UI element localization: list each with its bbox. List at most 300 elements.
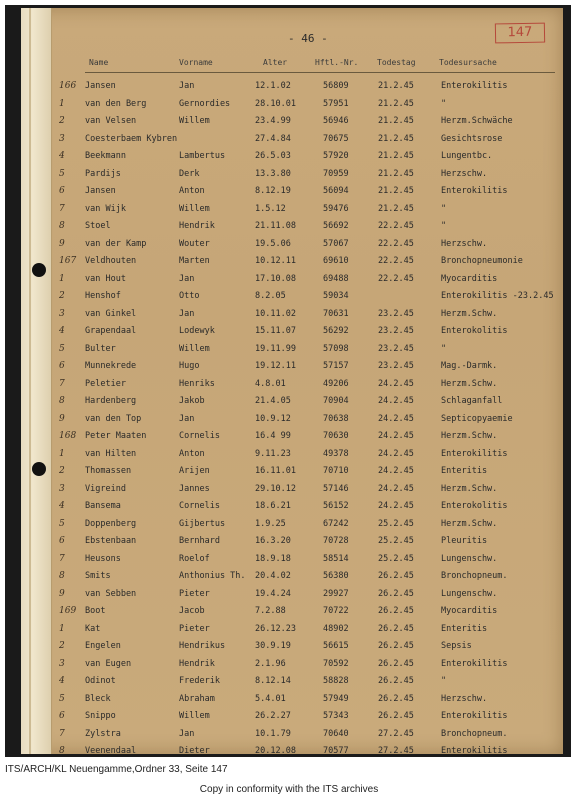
table-row [33,725,563,743]
table-row [33,182,563,200]
header-name: Name [89,58,109,67]
row-birth-date: 21.11.08 [255,221,296,231]
row-surname: Veenendaal [85,746,137,756]
row-cause: Herzschw. [441,168,488,179]
table-row [33,375,563,393]
row-cause: Herzm.Schw. [441,483,498,494]
row-birth-date: 8.2.05 [255,291,286,301]
row-death-date: 24.2.45 [378,378,414,389]
row-cause: Septicopyaemie [441,413,513,424]
row-prisoner-number: 56946 [323,116,349,126]
row-surname: van Eugen [85,658,132,669]
row-first-name: Willem [179,116,210,126]
row-cause: Enterokilitis [441,448,508,459]
row-first-name: Lambertus [179,151,226,161]
row-death-date: 26.2.45 [378,658,414,669]
archive-reference: ITS/ARCH/KL Neuengamme,Ordner 33, Seite 147 [5,764,228,775]
row-number: 6 [59,711,65,721]
row-prisoner-number: 56615 [323,641,349,651]
row-number: 7 [59,553,65,564]
row-birth-date: 16.3.20 [255,536,291,546]
row-birth-date: 26.5.03 [255,151,291,161]
row-prisoner-number: 70640 [323,728,349,739]
row-birth-date: 5.4.01 [255,693,286,704]
table-row [33,690,563,708]
table-row [33,270,563,288]
row-prisoner-number: 56292 [323,326,349,336]
row-surname: van Hilten [85,448,137,459]
row-surname: Stoel [85,221,111,231]
row-cause: Pleuritis [441,536,488,546]
row-surname: van Sebben [85,588,137,599]
row-cause: Enteritis [441,623,488,634]
row-first-name: Anton [179,186,205,196]
punch-hole-top [32,263,46,277]
table-row [33,445,563,463]
row-death-date: 26.2.45 [378,711,414,721]
punch-hole-bottom [32,462,46,476]
table-row [33,620,563,638]
row-death-date: 27.2.45 [378,746,414,756]
table-row [33,147,563,165]
archive-number-stamp: 147 [495,23,545,44]
table-row [33,462,563,480]
row-surname: Doppenberg [85,518,137,529]
row-number: 1 [59,273,65,284]
table-row [33,130,563,148]
row-birth-date: 1.9.25 [255,518,286,529]
table-row [33,480,563,498]
row-number: 3 [59,133,65,144]
row-first-name: Cornelis [179,501,220,511]
row-prisoner-number: 70631 [323,308,349,319]
row-birth-date: 26.2.27 [255,711,291,721]
row-prisoner-number: 70722 [323,606,349,616]
row-prisoner-number: 59034 [323,291,349,301]
row-first-name: Lodewyk [179,326,215,336]
row-number: 9 [59,588,65,599]
row-prisoner-number: 70577 [323,746,349,756]
row-number: 2 [59,466,65,476]
row-number: 3 [59,483,65,494]
table-row [33,392,563,410]
row-number: 7 [59,203,65,214]
row-death-date: 21.2.45 [378,81,414,91]
row-death-date: 26.2.45 [378,571,414,581]
row-cause: Mag.-Darmk. [441,361,498,371]
row-birth-date: 28.10.01 [255,98,296,109]
row-prisoner-number: 70959 [323,168,349,179]
table-row [33,637,563,655]
row-first-name: Jacob [179,606,205,616]
table-row [33,200,563,218]
row-prisoner-number: 56692 [323,221,349,231]
row-cause: Enterokilitis [441,658,508,669]
row-first-name: Marten [179,256,210,266]
row-first-name: Pieter [179,588,210,599]
row-death-date: 22.2.45 [378,238,414,249]
table-row [33,322,563,340]
row-number: 6 [59,361,65,371]
row-birth-date: 1.5.12 [255,203,286,214]
death-register-table [33,8,563,754]
row-number: 5 [59,518,65,529]
row-death-date: 22.2.45 [378,221,414,231]
row-death-date: 21.2.45 [378,186,414,196]
row-death-date: 26.2.45 [378,606,414,616]
row-birth-date: 12.1.02 [255,81,291,91]
row-death-date: 26.2.45 [378,693,414,704]
row-cause: Herzm.Schw. [441,431,498,441]
row-first-name: Jakob [179,396,205,406]
row-first-name: Wouter [179,238,210,249]
row-surname: Munnekrede [85,361,137,371]
row-number: 3 [59,308,65,319]
row-prisoner-number: 57157 [323,361,349,371]
row-first-name: Anthonius Th. [179,571,246,581]
row-death-date: 21.2.45 [378,133,414,144]
row-number: 9 [59,413,65,424]
row-death-date: 21.2.45 [378,203,414,214]
row-first-name: Gernordies [179,98,231,109]
row-number: 8 [59,221,65,231]
row-death-date: 25.2.45 [378,553,414,564]
row-birth-date: 7.2.88 [255,606,286,616]
copy-note: Copy in conformity with the ITS archives [199,784,379,795]
row-death-date: 24.2.45 [378,448,414,459]
row-prisoner-number: 49206 [323,378,349,389]
row-prisoner-number: 69610 [323,256,349,266]
row-birth-date: 4.8.01 [255,378,286,389]
row-prisoner-number: 56380 [323,571,349,581]
row-cause: " [441,98,447,109]
row-number: 167 [59,256,77,266]
row-birth-date: 2.1.96 [255,658,286,669]
row-first-name: Frederik [179,676,220,686]
row-death-date: 25.2.45 [378,518,414,529]
header-death-date: Todestag [377,58,416,67]
row-prisoner-number: 57343 [323,711,349,721]
row-birth-date: 20.12.08 [255,746,296,756]
row-death-date: 21.2.45 [378,98,414,109]
row-cause: Herzschw. [441,693,488,704]
row-surname: Ebstenbaan [85,536,137,546]
row-birth-date: 30.9.19 [255,641,291,651]
row-number: 2 [59,116,65,126]
row-number: 1 [59,448,65,459]
row-death-date: 24.2.45 [378,501,414,511]
row-birth-date: 16.4 99 [255,431,291,441]
row-first-name: Hendrik [179,221,215,231]
row-cause: Enterokilitis [441,81,508,91]
row-death-date: 21.2.45 [378,151,414,161]
row-prisoner-number: 48902 [323,623,349,634]
row-cause: " [441,203,447,214]
row-surname: Bleck [85,693,111,704]
row-birth-date: 8.12.19 [255,186,291,196]
table-row [33,112,563,130]
row-surname: Hardenberg [85,396,137,406]
row-birth-date: 19.12.11 [255,361,296,371]
row-prisoner-number: 57146 [323,483,349,494]
row-prisoner-number: 70592 [323,658,349,669]
row-surname: van Hout [85,273,126,284]
row-death-date: 22.2.45 [378,256,414,266]
table-row [33,515,563,533]
row-first-name: Jan [179,273,195,284]
row-first-name: Anton [179,448,205,459]
row-cause: Bronchopneum. [441,571,508,581]
row-first-name: Bernhard [179,536,220,546]
row-number: 5 [59,343,65,354]
row-number: 169 [59,606,77,616]
table-row [33,655,563,673]
row-surname: Thomassen [85,466,132,476]
row-surname: van Velsen [85,116,137,126]
page-number: - 46 - [288,32,328,45]
row-prisoner-number: 70630 [323,431,349,441]
row-surname: Engelen [85,641,121,651]
row-cause: " [441,343,447,354]
row-death-date: 26.2.45 [378,588,414,599]
row-surname: Peletier [85,378,126,389]
table-row [33,497,563,515]
row-cause: Myocarditis [441,606,498,616]
row-first-name: Roelof [179,553,210,564]
document-sheet [33,8,563,754]
row-birth-date: 16.11.01 [255,466,296,476]
row-surname: Jansen [85,81,116,91]
row-first-name: Willem [179,343,210,354]
row-cause: Schlaganfall [441,396,503,406]
row-first-name: Willem [179,203,210,214]
row-birth-date: 29.10.12 [255,483,296,494]
row-cause: Enterokilitis [441,711,508,721]
row-number: 1 [59,623,65,634]
row-prisoner-number: 49378 [323,448,349,459]
row-death-date: 23.2.45 [378,326,414,336]
row-death-date: 24.2.45 [378,466,414,476]
row-number: 168 [59,431,77,441]
row-birth-date: 19.11.99 [255,343,296,354]
row-prisoner-number: 70675 [323,133,349,144]
row-surname: Snippo [85,711,116,721]
row-number: 6 [59,536,65,546]
row-prisoner-number: 56809 [323,81,349,91]
row-surname: Boot [85,606,106,616]
row-birth-date: 13.3.80 [255,168,291,179]
row-birth-date: 10.12.11 [255,256,296,266]
row-cause: Enterokilitis -23.2.45 [441,291,554,301]
row-number: 3 [59,658,65,669]
row-surname: van der Kamp [85,238,147,249]
row-birth-date: 23.4.99 [255,116,291,126]
row-death-date: 26.2.45 [378,623,414,634]
table-row [33,235,563,253]
row-cause: Enterokilitis [441,746,508,756]
row-number: 4 [59,501,65,511]
table-row [33,742,563,760]
row-surname: Veldhouten [85,256,137,266]
row-surname: Smits [85,571,111,581]
table-row [33,252,563,270]
row-prisoner-number: 70710 [323,466,349,476]
row-prisoner-number: 57949 [323,693,349,704]
table-row [33,95,563,113]
row-death-date: 24.2.45 [378,483,414,494]
row-surname: Kat [85,623,101,634]
row-birth-date: 10.9.12 [255,413,291,424]
row-surname: Henshof [85,291,121,301]
row-number: 4 [59,151,65,161]
table-row [33,77,563,95]
row-death-date: 27.2.45 [378,728,414,739]
table-row [33,217,563,235]
row-first-name: Dieter [179,746,210,756]
binding-fold [29,8,31,754]
row-number: 4 [59,676,65,686]
scanned-page [5,5,571,757]
row-prisoner-number: 57067 [323,238,349,249]
table-row [33,427,563,445]
row-cause: " [441,221,447,231]
row-cause: Enterokilitis [441,186,508,196]
row-surname: Bansema [85,501,121,511]
row-number: 5 [59,168,65,179]
row-first-name: Otto [179,291,200,301]
row-birth-date: 18.6.21 [255,501,291,511]
row-number: 7 [59,378,65,389]
row-birth-date: 26.12.23 [255,623,296,634]
row-death-date: 24.2.45 [378,413,414,424]
row-cause: Myocarditis [441,273,498,284]
row-first-name: Jan [179,728,195,739]
row-surname: van Ginkel [85,308,137,319]
row-surname: Zylstra [85,728,121,739]
row-birth-date: 19.5.06 [255,238,291,249]
row-number: 8 [59,571,65,581]
row-number: 9 [59,238,65,249]
row-first-name: Arijen [179,466,210,476]
table-row [33,707,563,725]
row-surname: van den Berg [85,98,147,109]
row-number: 2 [59,291,65,301]
row-first-name: Hugo [179,361,200,371]
row-death-date: 23.2.45 [378,361,414,371]
row-cause: Lungentbc. [441,151,493,161]
row-prisoner-number: 69488 [323,273,349,284]
table-row [33,357,563,375]
row-cause: Gesichtsrose [441,133,503,144]
row-cause: " [441,676,447,686]
table-row [33,602,563,620]
row-number: 6 [59,186,65,196]
row-prisoner-number: 70728 [323,536,349,546]
row-number: 8 [59,746,65,756]
row-surname: Pardijs [85,168,121,179]
row-cause: Sepsis [441,641,472,651]
row-prisoner-number: 29927 [323,588,349,599]
row-birth-date: 17.10.08 [255,273,296,284]
row-surname: Coesterbaem Kybren [85,133,178,144]
table-row [33,165,563,183]
table-row [33,585,563,603]
row-surname: van den Top [85,413,142,424]
header-cause: Todesursache [439,58,497,67]
row-cause: Herzschw. [441,238,488,249]
row-surname: Beekmann [85,151,126,161]
row-cause: Herzm.Schw. [441,518,498,529]
table-row [33,287,563,305]
row-birth-date: 10.1.79 [255,728,291,739]
row-cause: Herzm.Schw. [441,308,498,319]
row-number: 7 [59,728,65,739]
row-birth-date: 8.12.14 [255,676,291,686]
row-first-name: Hendrik [179,658,215,669]
row-cause: Enteritis [441,466,488,476]
table-row [33,550,563,568]
row-prisoner-number: 58828 [323,676,349,686]
row-prisoner-number: 56094 [323,186,349,196]
row-death-date: 24.2.45 [378,396,414,406]
row-death-date: 24.2.45 [378,431,414,441]
row-number: 4 [59,326,65,336]
row-number: 8 [59,396,65,406]
row-first-name: Jan [179,413,195,424]
row-prisoner-number: 56152 [323,501,349,511]
row-surname: Bulter [85,343,116,354]
row-prisoner-number: 57098 [323,343,349,354]
row-cause: Bronchopneumonie [441,256,523,266]
row-death-date: 26.2.45 [378,676,414,686]
row-birth-date: 10.11.02 [255,308,296,319]
row-surname: van Wijk [85,203,126,214]
row-first-name: Jan [179,81,195,91]
row-cause: Herzm.Schwäche [441,116,513,126]
row-number: 2 [59,641,65,651]
row-prisoner-number: 57920 [323,151,349,161]
row-cause: Bronchopneum. [441,728,508,739]
row-death-date: 22.2.45 [378,273,414,284]
row-death-date: 25.2.45 [378,536,414,546]
row-death-date: 21.2.45 [378,168,414,179]
row-first-name: Derk [179,168,200,179]
row-prisoner-number: 57951 [323,98,349,109]
row-death-date: 26.2.45 [378,641,414,651]
row-birth-date: 18.9.18 [255,553,291,564]
row-death-date: 21.2.45 [378,116,414,126]
table-row [33,672,563,690]
row-cause: Lungenschw. [441,553,498,564]
row-first-name: Hendrikus [179,641,226,651]
row-birth-date: 15.11.07 [255,326,296,336]
row-surname: Jansen [85,186,116,196]
table-row [33,305,563,323]
row-first-name: Willem [179,711,210,721]
row-first-name: Henriks [179,378,215,389]
row-cause: Herzm.Schw. [441,378,498,389]
row-number: 166 [59,81,77,91]
row-first-name: Pieter [179,623,210,634]
row-cause: Enterokolitis [441,501,508,511]
row-first-name: Jannes [179,483,210,494]
table-row [33,567,563,585]
row-birth-date: 19.4.24 [255,588,291,599]
row-first-name: Cornelis [179,431,220,441]
binding-strip [21,8,52,754]
table-row [33,532,563,550]
table-row [33,340,563,358]
